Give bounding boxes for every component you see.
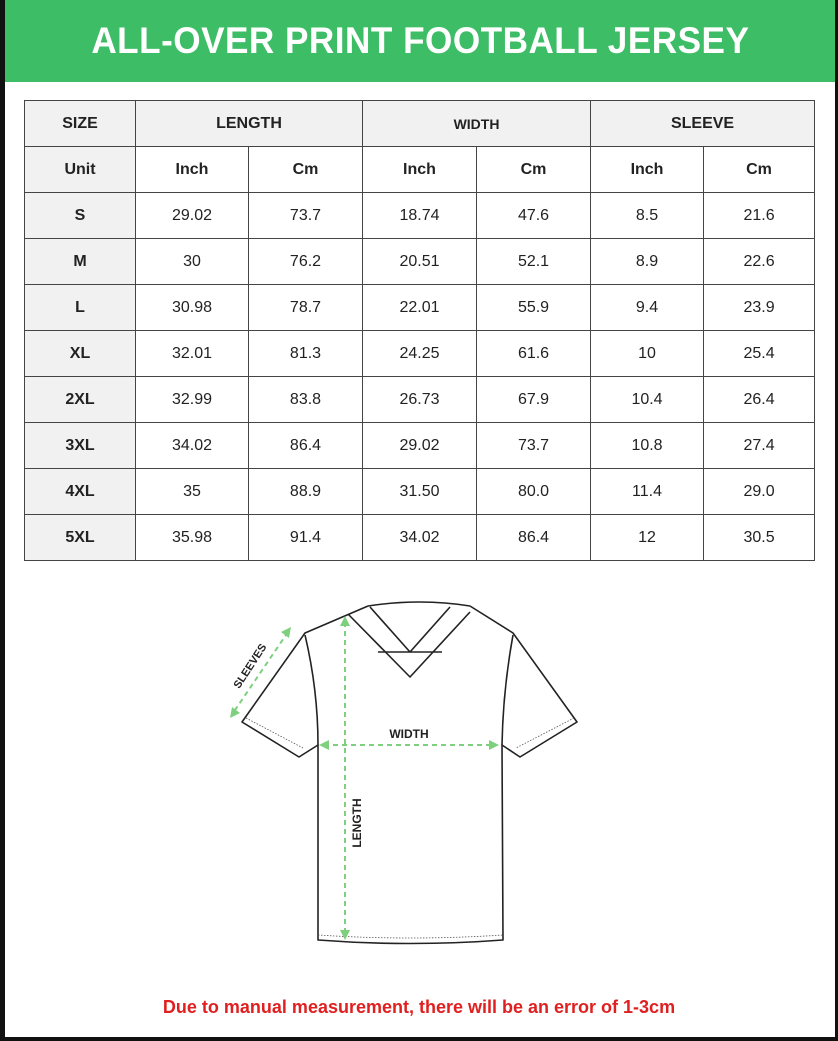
measurement-cell: 34.02: [363, 515, 477, 561]
measurement-cell: 18.74: [363, 193, 477, 239]
jersey-outline: [242, 606, 577, 944]
measurement-cell: 32.99: [136, 377, 249, 423]
measurement-cell: 10.8: [591, 423, 704, 469]
measurement-cell: 10: [591, 331, 704, 377]
measurement-cell: 30.5: [704, 515, 815, 561]
measurement-cell: 88.9: [249, 469, 363, 515]
header-sleeve: SLEEVE: [591, 101, 815, 147]
size-cell: 4XL: [25, 469, 136, 515]
unit-cell: Inch: [591, 147, 704, 193]
size-cell: M: [25, 239, 136, 285]
measurement-cell: 55.9: [477, 285, 591, 331]
measurement-cell: 34.02: [136, 423, 249, 469]
jersey-collar: [348, 602, 470, 677]
sleeves-label: SLEEVES: [231, 641, 270, 691]
measurement-cell: 73.7: [477, 423, 591, 469]
measurement-cell: 23.9: [704, 285, 815, 331]
measurement-cell: 12: [591, 515, 704, 561]
measurement-cell: 22.6: [704, 239, 815, 285]
width-label: WIDTH: [389, 727, 429, 741]
measurement-cell: 11.4: [591, 469, 704, 515]
measurement-cell: 31.50: [363, 469, 477, 515]
size-cell: L: [25, 285, 136, 331]
measurement-cell: 8.9: [591, 239, 704, 285]
unit-label: Unit: [25, 147, 136, 193]
measurement-cell: 20.51: [363, 239, 477, 285]
page-title: ALL-OVER PRINT FOOTBALL JERSEY: [90, 20, 750, 61]
size-cell: S: [25, 193, 136, 239]
measurement-cell: 35.98: [136, 515, 249, 561]
measurement-cell: 61.6: [477, 331, 591, 377]
measurement-cell: 32.01: [136, 331, 249, 377]
size-cell: 3XL: [25, 423, 136, 469]
unit-cell: Cm: [704, 147, 815, 193]
length-label: LENGTH: [350, 798, 364, 848]
measurement-cell: 73.7: [249, 193, 363, 239]
header-width: WIDTH: [363, 101, 591, 147]
measurement-cell: 83.8: [249, 377, 363, 423]
measurement-cell: 29.02: [136, 193, 249, 239]
measurement-cell: 21.6: [704, 193, 815, 239]
size-cell: 5XL: [25, 515, 136, 561]
header-length: LENGTH: [136, 101, 363, 147]
measurement-cell: 47.6: [477, 193, 591, 239]
measurement-cell: 86.4: [477, 515, 591, 561]
unit-cell: Cm: [477, 147, 591, 193]
measurement-cell: 30: [136, 239, 249, 285]
measurement-cell: 29.0: [704, 469, 815, 515]
measurement-cell: 30.98: [136, 285, 249, 331]
measurement-cell: 81.3: [249, 331, 363, 377]
measurement-cell: 9.4: [591, 285, 704, 331]
measurement-cell: 86.4: [249, 423, 363, 469]
measurement-cell: 26.4: [704, 377, 815, 423]
measurement-cell: 76.2: [249, 239, 363, 285]
size-cell: 2XL: [25, 377, 136, 423]
measurement-cell: 27.4: [704, 423, 815, 469]
unit-cell: Cm: [249, 147, 363, 193]
measurement-cell: 26.73: [363, 377, 477, 423]
measurement-cell: 24.25: [363, 331, 477, 377]
unit-cell: Inch: [363, 147, 477, 193]
measurement-note: Due to manual measurement, there will be an error of 1-3cm: [162, 997, 676, 1017]
measurement-cell: 25.4: [704, 331, 815, 377]
measurement-cell: 8.5: [591, 193, 704, 239]
measurement-cell: 52.1: [477, 239, 591, 285]
measurement-cell: 67.9: [477, 377, 591, 423]
unit-cell: Inch: [136, 147, 249, 193]
measurement-cell: 22.01: [363, 285, 477, 331]
header-size: SIZE: [25, 101, 136, 147]
size-cell: XL: [25, 331, 136, 377]
measurement-cell: 10.4: [591, 377, 704, 423]
measurement-cell: 29.02: [363, 423, 477, 469]
measurement-cell: 91.4: [249, 515, 363, 561]
measurement-cell: 35: [136, 469, 249, 515]
measurement-cell: 78.7: [249, 285, 363, 331]
measurement-cell: 80.0: [477, 469, 591, 515]
